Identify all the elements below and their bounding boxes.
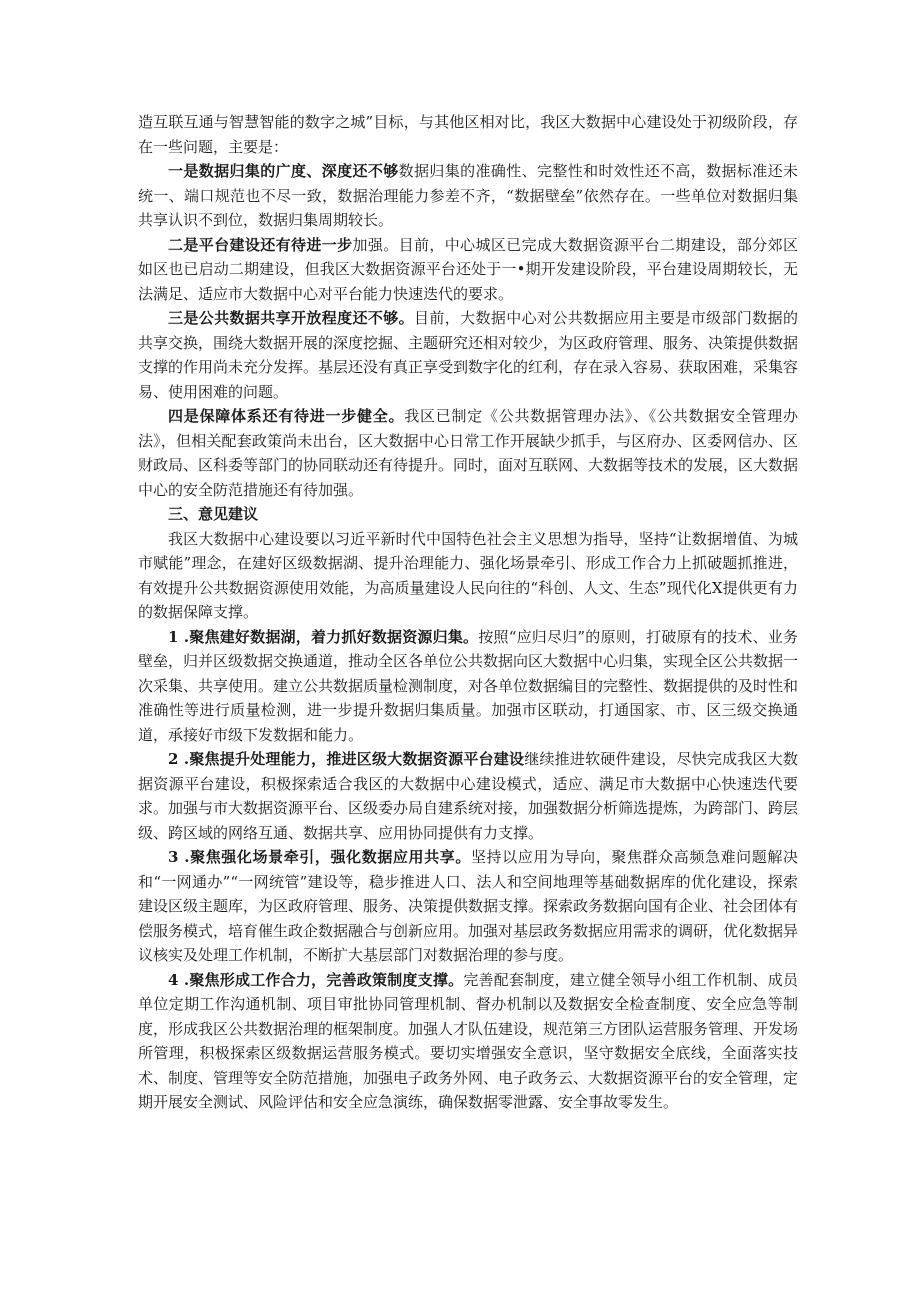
section-intro-paragraph: 我区大数据中心建设要以习近平新时代中国特色社会主义思想为指导，坚持“让数据增值、为城市赋能”理念，在建好区级数据湖、提升治理能力、强化场景牵引、形成工作合力上抓破题抓推进，有效提升公共数据资源使用效能，为高质量建设人民向往的“科创、人文、生态”现代化X提供更有力的数据保障支撑。 <box>138 529 798 621</box>
suggestion-2-body: 继续推进软硬件建设，尽快完成我区大数据资源平台建设，积极探索适合我区的大数据中心建设模式，适应、满足市大数据中心快速迭代要求。加强与市大数据资源平台、区级委办局自建系统对接，加强数据分析筛选提炼，为跨部门、跨层级、跨区域的网络互通、数据共享、应用协同提供有力支撑。 <box>138 750 799 842</box>
document-page <box>138 110 798 1115</box>
problem-2-body: 加强。目前，中心城区已完成大数据资源平台二期建设，部分郊区如区也已启动二期建设，但我区大数据资源平台还处于一•期开发建设阶段，平台建设周期较长，无法满足、适应市大数据中心对平台能力快速迭代的要求。 <box>138 235 798 303</box>
intro-paragraph: 造互联互通与智慧智能的数字之城”目标，与其他区相对比，我区大数据中心建设处于初级阶段，存在一些问题，主要是： <box>138 113 798 156</box>
suggestion-3-paragraph <box>138 845 798 968</box>
section-heading: 三、意见建议 <box>168 505 259 523</box>
suggestion-4-body: 完善配套制度，建立健全领导小组工作机制、成员单位定期工作沟通机制、项目审批协同管理机制、督办机制以及数据安全检查制度、安全应急等制度，形成我区公共数据治理的框架制度。加强人才队伍建设，规范第三方团队运营服务管理、开发场所管理，积极探索区级数据运营服务模式。要切实增强安全意识，坚守数据安全底线，全面落实技术、制度、管理等安全防范措施，加强电子政务外网、电子政务云、大数据资源平台的安全管理，定期开展安全测试、风险评估和安全应急演练，确保数据零泄露、安全事故零发生。 <box>138 970 799 1111</box>
suggestion-4-lead: 4 .聚焦形成工作合力，完善政策制度支撑。 <box>168 970 464 989</box>
problem-3-body: 目前，大数据中心对公共数据应用主要是市级部门数据的共享交换，围绕大数据开展的深度挖掘、主题研究还相对较少，为区政府管理、服务、决策提供数据支撑的作用尚未充分发挥。基层还没有真正享受到数字化的红利，存在录入容易、获取困难，采集容易、使用困难的问题。 <box>138 309 799 401</box>
problem-3-paragraph <box>138 306 798 404</box>
problem-4-lead: 四是保障体系还有待进一步健全。 <box>168 407 405 425</box>
problem-3-lead: 三是公共数据共享开放程度还不够。 <box>168 309 414 327</box>
suggestion-2-paragraph <box>138 747 798 845</box>
suggestion-3-body: 坚持以应用为导向，聚焦群众高频急难问题解决和“一网通办”“一网统管”建设等，稳步推进人口、法人和空间地理等基础数据库的优化建设，探索建设区级主题库，为区政府管理、服务、决策提供数据支撑。探索政务数据向国有企业、社会团体有偿服务模式，培育催生政企数据融合与创新应用。加强对基层政务数据应用需求的调研，优化数据异议核实及处理工作机制，不断扩大基层部门对数据治理的参与度。 <box>138 848 799 964</box>
suggestion-3-lead: 3 .聚焦强化场景牵引，强化数据应用共享。 <box>168 848 471 866</box>
problem-2-lead: 二是平台建设还有待进一步 <box>168 235 353 254</box>
problem-1-body: 数据归集的准确性、完整性和时效性还不高，数据标准还未统一、端口规范也不尽一致，数据治理能力参差不齐，“数据壁垒”依然存在。一些单位对数据归集共享认识不到位，数据归集周期较长。 <box>138 162 798 229</box>
problem-4-body: 我区已制定《公共数据管理办法》、《公共数据安全管理办法》，但相关配套政策尚未出台，区大数据中心日常工作开展缺少抓手，与区府办、区委网信办、区财政局、区科委等部门的协同联动还有待提升。同时，面对互联网、大数据等技术的发展，区大数据中心的安全防范措施还有待加强。 <box>138 407 799 499</box>
problem-1-lead: 一是数据归集的广度、深度还不够 <box>168 162 399 180</box>
problem-4-paragraph <box>138 404 798 502</box>
suggestion-1-lead: 1 .聚焦建好数据湖，着力抓好数据资源归集。 <box>168 627 479 646</box>
suggestion-1-paragraph <box>138 625 798 748</box>
suggestion-1-body: 按照“应归尽归”的原则，打破原有的技术、业务壁垒，归并区级数据交换通道，推动全区各单位公共数据向区大数据中心归集，实现全区公共数据一次采集、共享使用。建立公共数据质量检测制度，对各单位数据编目的完整性、数据提供的及时性和准确性等进行质量检测，进一步提升数据归集质量。加强市区联动，打通国家、市、区三级交换通道，承接好市级下发数据和能力。 <box>138 627 799 744</box>
problem-1-paragraph <box>138 159 798 233</box>
problem-2-paragraph <box>138 233 798 307</box>
suggestion-2-lead: 2 .聚焦提升处理能力，推进区级大数据资源平台建设 <box>168 750 525 768</box>
suggestion-4-paragraph <box>138 968 798 1115</box>
